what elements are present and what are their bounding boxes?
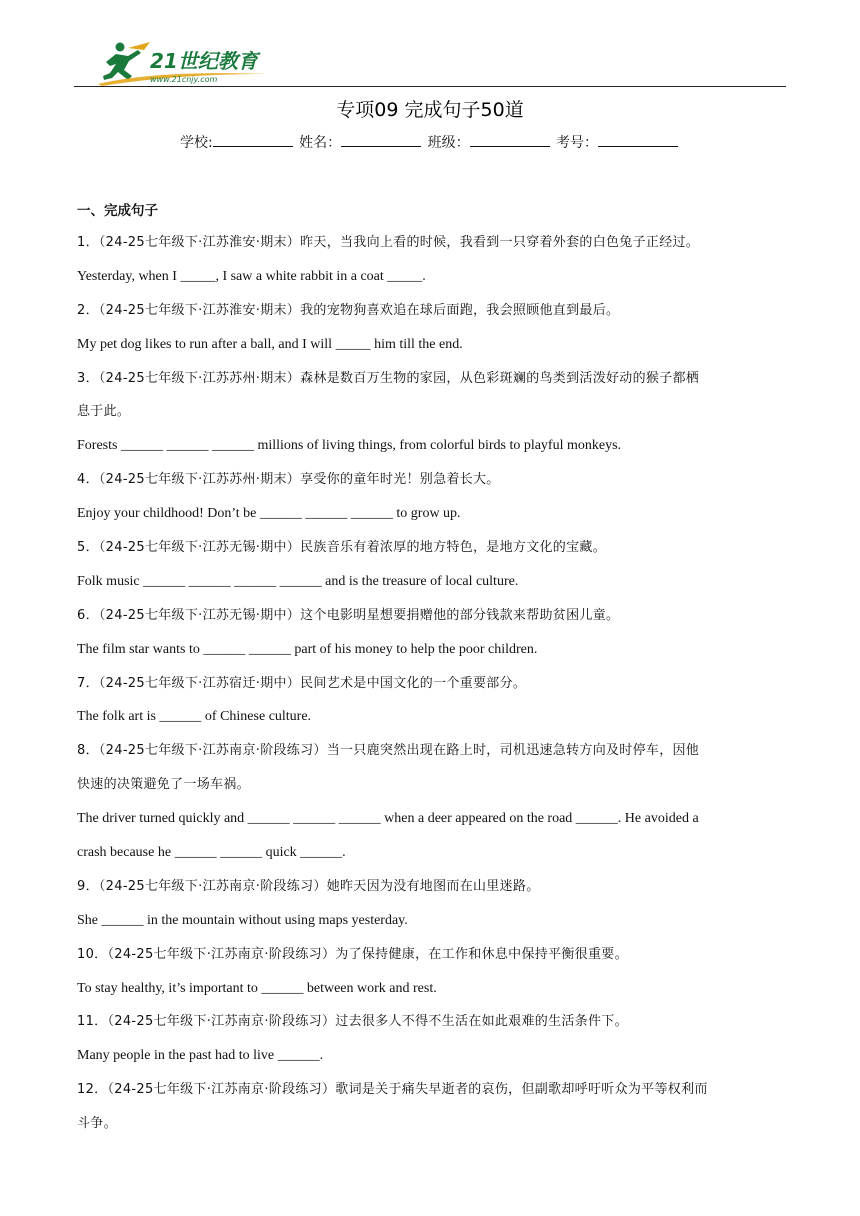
answer-sentence (77, 497, 789, 531)
sentence-text: . He avoided a (617, 811, 699, 827)
prompt-text: 息于此。 (77, 404, 131, 420)
prompt-text: 9．（24-25七年级下·江苏南京·阶段练习）她昨天因为没有地图而在山里迷路。 (77, 878, 540, 894)
name-field[interactable] (341, 132, 421, 147)
answer-blank[interactable]: ______ (300, 845, 343, 861)
sentence-text: when a deer appeared on the road (380, 811, 576, 827)
class-field[interactable] (470, 132, 550, 147)
answer-sentence (77, 260, 789, 294)
sentence-text: and is the treasure of local culture. (321, 573, 519, 589)
sentence-text: . (319, 1048, 324, 1064)
prompt-text: 4．（24-25七年级下·江苏苏州·期末）享受你的童年时光！别急着长大。 (77, 472, 500, 488)
page-title: 专项09 完成句子50道 (336, 99, 524, 121)
question-prompt (77, 226, 789, 260)
sentence-text: to grow up. (392, 506, 461, 522)
sentence-text: of Chinese culture. (201, 709, 312, 725)
answer-blank[interactable]: ______ (575, 811, 618, 827)
section-heading: 一、完成句子 (77, 203, 158, 219)
sentence-text: , I saw a white rabbit in a coat (215, 268, 388, 284)
prompt-text: 8．（24-25七年级下·江苏南京·阶段练习）当一只鹿突然出现在路上时，司机迅速急转方向及时停车，因他 (77, 743, 700, 759)
prompt-text: 2．（24-25七年级下·江苏淮安·期末）我的宠物狗喜欢追在球后面跑，我会照顾他直到最后。 (77, 302, 620, 318)
answer-blank[interactable]: ______ (166, 438, 209, 454)
answer-sentence (77, 633, 789, 667)
exercise-content (77, 196, 789, 1141)
answer-blank[interactable]: _____ (387, 268, 423, 284)
prompt-text: 3．（24-25七年级下·江苏苏州·期末）森林是数百万生物的家园，从色彩斑斓的鸟类到活泼好动的猴子都栖 (77, 370, 700, 386)
sentence-text: crash because he (77, 845, 175, 861)
sentence-text: She (77, 912, 102, 928)
logo (98, 40, 268, 86)
sentence-text: him till the end. (370, 336, 463, 352)
answer-sentence (77, 565, 789, 599)
class-label: 班级： (427, 135, 470, 151)
prompt-text: 5．（24-25七年级下·江苏无锡·期中）民族音乐有着浓厚的地方特色，是地方文化的宝藏。 (77, 540, 607, 556)
answer-blank[interactable]: ______ (203, 641, 246, 657)
sentence-text: Folk music (77, 573, 144, 589)
runner-logo-icon (98, 40, 268, 86)
question-prompt (77, 870, 789, 904)
sentence-text: My pet dog likes to run after a ball, and I will (77, 336, 336, 352)
question-prompt (77, 1005, 789, 1039)
sentence-text: Forests (77, 438, 121, 454)
answer-sentence (77, 904, 789, 938)
prompt-text: 11．（24-25七年级下·江苏南京·阶段练习）过去很多人不得不生活在如此艰难的生活条件下。 (77, 1014, 628, 1030)
sentence-text: Yesterday, when I (77, 268, 181, 284)
prompt-text: 1．（24-25七年级下·江苏淮安·期末）昨天，当我向上看的时候，我看到一只穿着外套的白色兔子正经过。 (77, 235, 700, 250)
question-prompt (77, 395, 789, 429)
question-prompt (77, 734, 789, 768)
logo-url: www.21cnjy.com (150, 75, 218, 84)
answer-sentence (77, 972, 789, 1006)
answer-blank[interactable]: ______ (259, 506, 302, 522)
sentence-text: The folk art is (77, 709, 160, 725)
answer-sentence (77, 429, 789, 463)
sentence-text: Enjoy your childhood! Don’t be (77, 506, 260, 522)
answer-sentence (77, 1039, 789, 1073)
answer-blank[interactable]: ______ (248, 641, 291, 657)
school-label: 学校: (179, 135, 213, 151)
answer-blank[interactable]: _____ (335, 336, 371, 352)
sentence-text: millions of living things, from colorful birds to playful monkeys. (253, 438, 622, 454)
sentence-text: To stay healthy, it’s important to (77, 980, 262, 996)
answer-blank[interactable]: ______ (120, 438, 163, 454)
answer-blank[interactable]: ______ (101, 912, 144, 928)
answer-blank[interactable]: _____ (180, 268, 216, 284)
question-prompt (77, 1073, 789, 1107)
answer-sentence (77, 700, 789, 734)
sentence-text: . (342, 845, 346, 861)
answer-blank[interactable]: ______ (305, 506, 348, 522)
prompt-text: 7．（24-25七年级下·江苏宿迁·期中）民间艺术是中国文化的一个重要部分。 (77, 675, 527, 691)
sentence-text: between work and rest. (303, 980, 437, 996)
sentence-text: quick (262, 845, 301, 861)
sentence-text: in the mountain without using maps yesterday. (143, 912, 408, 928)
sentence-text: part of his money to help the poor children. (290, 641, 538, 657)
number-label: 考号： (556, 135, 599, 151)
answer-sentence (77, 836, 789, 870)
answer-blank[interactable]: ______ (261, 980, 304, 996)
question-prompt (77, 531, 789, 565)
sentence-text: Many people in the past had to live (77, 1048, 278, 1064)
school-field[interactable] (213, 132, 293, 147)
question-prompt (77, 463, 789, 497)
question-prompt (77, 667, 789, 701)
logo-text: 21世纪教育 (150, 49, 258, 73)
answer-blank[interactable]: ______ (279, 573, 322, 589)
prompt-text: 6．（24-25七年级下·江苏无锡·期中）这个电影明星想要捐赠他的部分钱款来帮助贫困儿童。 (77, 607, 620, 623)
answer-blank[interactable]: ______ (293, 811, 336, 827)
question-prompt (77, 599, 789, 633)
answer-blank[interactable]: ______ (143, 573, 186, 589)
answer-sentence (77, 802, 789, 836)
student-info-row (0, 132, 860, 154)
question-prompt (77, 362, 789, 396)
page-header (0, 0, 860, 90)
prompt-text: 12．（24-25七年级下·江苏南京·阶段练习）歌词是关于痛失早逝者的哀伤，但副歌却呼吁听众为平等权利而 (77, 1082, 708, 1098)
answer-blank[interactable]: ______ (277, 1048, 320, 1064)
question-list (77, 226, 789, 1141)
answer-blank[interactable]: ______ (188, 573, 231, 589)
sentence-text: The driver turned quickly and (77, 811, 248, 827)
question-prompt (77, 294, 789, 328)
answer-blank[interactable]: ______ (247, 811, 290, 827)
sentence-text: The film star wants to (77, 641, 204, 657)
answer-blank[interactable]: ______ (220, 845, 263, 861)
header-divider (74, 86, 786, 87)
number-field[interactable] (598, 132, 678, 147)
answer-sentence (77, 328, 789, 362)
answer-blank[interactable]: ______ (211, 438, 254, 454)
answer-blank[interactable]: ______ (174, 845, 217, 861)
prompt-text: 10．（24-25七年级下·江苏南京·阶段练习）为了保持健康，在工作和休息中保持平衡很重要。 (77, 946, 628, 962)
answer-blank[interactable]: ______ (159, 709, 202, 725)
sentence-text: . (422, 268, 426, 284)
answer-blank[interactable]: ______ (350, 506, 393, 522)
question-prompt (77, 1107, 789, 1141)
answer-blank[interactable]: ______ (234, 573, 277, 589)
question-prompt (77, 768, 789, 802)
name-label: 姓名： (299, 135, 342, 151)
prompt-text: 快速的决策避免了一场车祸。 (77, 777, 250, 793)
prompt-text: 斗争。 (77, 1116, 117, 1132)
answer-blank[interactable]: ______ (338, 811, 381, 827)
question-prompt (77, 938, 789, 972)
